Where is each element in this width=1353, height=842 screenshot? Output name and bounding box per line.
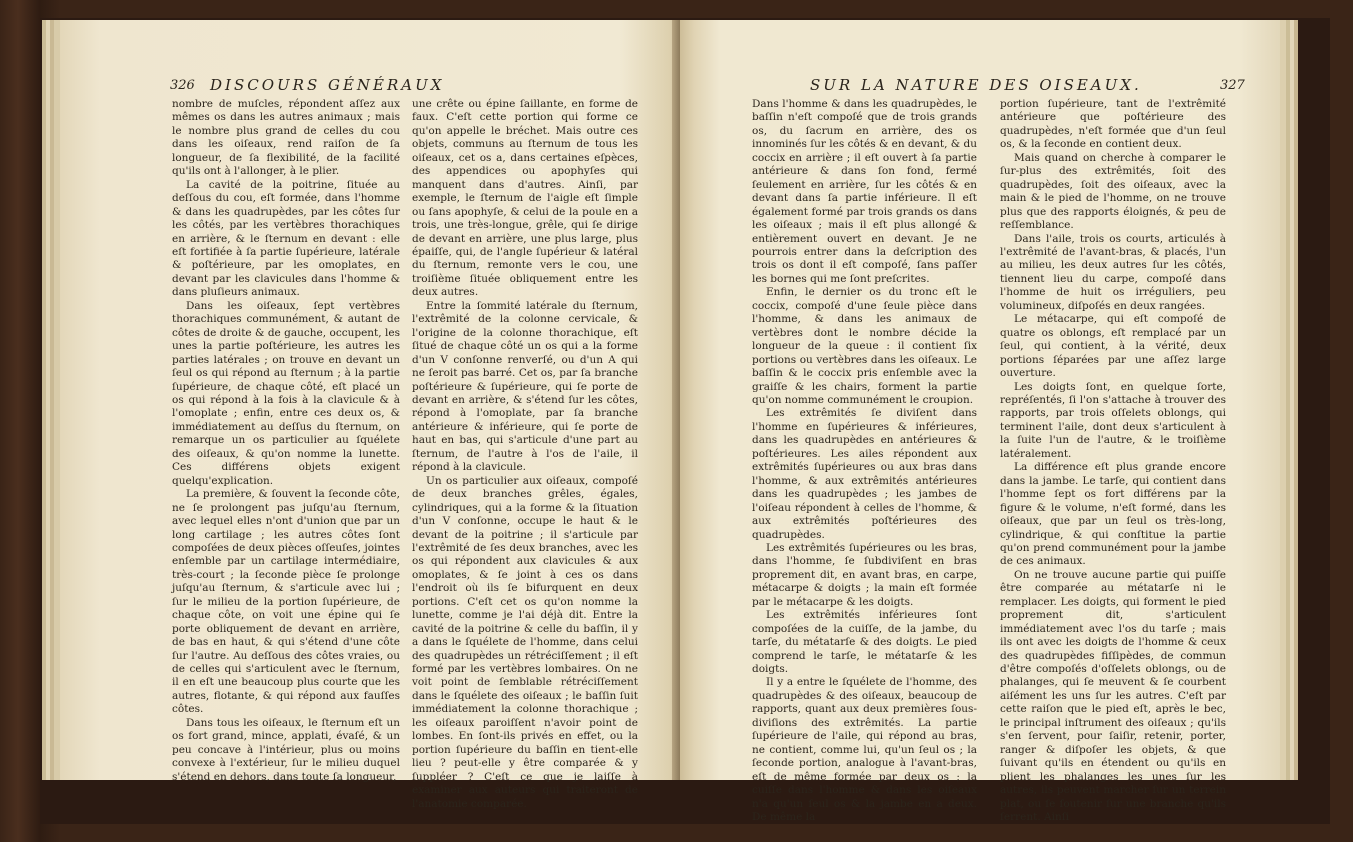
- right-page: [680, 20, 1280, 824]
- right-running-head: SUR LA NATURE DES OISEAUX.: [810, 76, 1142, 94]
- paragraph: Mais quand on cherche à comparer le ſur-plus des extrêmités, ſoit des quadrupèdes, ſoit des oiſeaux, avec la main & le pied de l'homme, on ne trouve plus que des rapports éloignés, & peu de reſſemblance.: [1000, 151, 1226, 232]
- paragraph: La différence eſt plus grande encore dans la jambe. Le tarſe, qui contient dans l'homme ſept os fort différens par la figure & le volume, n'eſt formé, dans les oiſeaux, que par un ſeul os très-long, cylindrique, & qui conſtitue la partie qu'on prend communément pour la jambe de ces animaux.: [1000, 461, 1226, 568]
- left-column-1: [172, 98, 400, 783]
- left-column-2: [412, 98, 638, 810]
- paragraph: Enfin, le dernier os du tronc eſt le coccix, compoſé d'une ſeule pièce dans l'homme, & dans les animaux de vertèbres dont le nombre décide la longueur de la queue : il contient ſix portions ou vertèbres dans les oiſeaux. Le baſſin & le coccix pris enſemble avec la graiſſe & les chairs, forment la partie qu'on nomme communément le croupion.: [752, 286, 977, 406]
- paragraph: La cavité de la poitrine, ſituée au deſſous du cou, eſt formée, dans l'homme & dans les quadrupèdes, par les côtes ſur les côtés, par les vertèbres thorachiques en arrière, & le ſternum en devant : elle eſt fortifiée à ſa partie ſupérieure, latérale & poſtérieure, par les omoplates, en devant par les clavicules dans l'homme & dans pluſieurs animaux.: [172, 178, 400, 299]
- paragraph: On ne trouve aucune partie qui puiſſe être comparée au métatarſe ni le remplacer. Les doigts, qui forment le pied proprement dit, s'articulent immédiatement avec l'os du tarſe ; mais ils ont avec les doigts de l'homme & ceux des quadrupèdes fiſſipèdes, de commun d'être compoſés d'oſſelets oblongs, ou de phalanges, qui ſe meuvent & ſe courbent aiſément les uns ſur les autres. C'eſt par cette raiſon que le pied eſt, après le bec, le principal inſtrument des oiſeaux ; qu'ils s'en ſervent, pour ſaiſir, retenir, porter, ranger & diſpoſer les objets, & que ſuivant qu'ils en étendent ou qu'ils en plient les phalanges les unes ſur les autres, ils peuvent marcher ſur un terrein plat, ou ſe ſoutenir ſur une branche qu'ils ſerrent. Ainſi: [1000, 568, 1226, 824]
- paragraph: Dans l'aile, trois os courts, articulés à l'extrêmité de l'avant-bras, & placés, l'un au milieu, les deux autres ſur les côtés, tiennent lieu du carpe, compoſé dans l'homme de huit os irréguliers, peu volumineux, diſpoſés en deux rangées.: [1000, 232, 1226, 312]
- paragraph: Le métacarpe, qui eſt compoſé de quatre os oblongs, eſt remplacé par un ſeul, qui contient, à la vérité, deux portions ſéparées par une aſſez large ouverture.: [1000, 313, 1226, 380]
- paragraph: Dans l'homme & dans les quadrupèdes, le baſſin n'eſt compoſé que de trois grands os, du ſacrum en arrière, des os innominés ſur les côtés & en devant, & du coccix en arrière ; il eſt ouvert à ſa partie antérieure & dans ſon fond, fermé ſeulement en arrière, ſur les côtés & en devant dans ſa partie inférieure. Il eſt également formé par trois grands os dans les oiſeaux ; mais il eſt plus allongé & entièrement ouvert en devant. Je ne pourrois entrer dans la deſcription des trois os dont il eſt compoſé, ſans paſſer les bornes qui me ſont preſcrites.: [752, 98, 977, 285]
- paragraph: Les extrêmités inférieures ſont compoſées de la cuiſſe, de la jambe, du tarſe, du métatarſe & des doigts. Le pied comprend le tarſe, le métatarſe & les doigts.: [752, 609, 977, 676]
- paragraph: Un os particulier aux oiſeaux, compoſé de deux branches grêles, égales, cylindriques, qui a la forme & la ſituation d'un V conſonne, occupe le haut & le devant de la poitrine ; il s'articule par l'extrêmité de ſes deux branches, avec les os qui répondent aux clavicules & aux omoplates, & ſe joint à ces os dans l'endroit où ils ſe bifurquent en deux portions. C'eſt cet os qu'on nomme la lunette, comme je l'ai déjà dit. Entre la cavité de la poitrine & celle du baſſin, il y a dans le ſquélete de l'homme, dans celui des quadrupèdes un rétréciſſement ; il eſt formé par les vertèbres lombaires. On ne voit point de ſemblable rétréciſſement dans le ſquélete des oiſeaux ; le baſſin ſuit immédiatement la colonne thorachique ; les oiſeaux paroiſſent n'avoir point de lombes. En ſont-ils privés en effet, ou la portion ſupérieure du baſſin en tient-elle lieu ? peut-elle y être comparée & y ſuppléer ? C'eſt ce que je laiſſe à examiner aux auteurs qui traiteront de l'anatomie comparée.: [412, 474, 638, 810]
- paragraph: une crête ou épine ſaillante, en forme de faux. C'eſt cette portion qui forme ce qu'on appelle le bréchet. Mais outre ces objets, communs au ſternum de tous les oiſeaux, cet os a, dans certaines eſpèces, des appendices ou apophyſes qui manquent dans d'autres. Ainſi, par exemple, le ſternum de l'aigle eſt ſimple ou ſans apophyſe, & celui de la poule en a trois, une très-longue, grêle, qui ſe dirige de devant en arrière, une plus large, plus épaiſſe, qui, de l'angle ſupérieur & latéral du ſternum, remonte vers le cou, une troiſième ſituée obliquement entre les deux autres.: [412, 98, 638, 299]
- right-page-number: 327: [1220, 78, 1245, 93]
- paragraph: Il y a entre le ſquélete de l'homme, des quadrupèdes & des oiſeaux, beaucoup de rapports, quant aux deux premières ſous-diviſions des extrêmités. La partie ſupérieure de l'aile, qui répond au bras, ne contient, comme lui, qu'un ſeul os ; la ſeconde portion, analogue à l'avant-bras, eſt de même formée par deux os ; la cuiſſe dans l'homme & dans les oiſeaux n'a qu'un ſeul os & la jambe en a deux. De même la: [752, 676, 977, 824]
- paragraph: Entre la ſommité latérale du ſternum, l'extrêmité de la colonne cervicale, & l'origine de la colonne thorachique, eſt ſitué de chaque côté un os qui a la forme d'un V conſonne renverſé, ou d'un A qui ne ſeroit pas barré. Cet os, par ſa branche poſtérieure & ſupérieure, qui ſe porte de devant en arrière, & s'étend ſur les côtes, répond à l'omoplate, par ſa branche antérieure & inférieure, qui ſe porte de haut en bas, qui s'articule d'une part au ſternum, de l'autre à l'os de l'aile, il répond à la clavicule.: [412, 299, 638, 474]
- paragraph: Les extrêmités ſupérieures ou les bras, dans l'homme, ſe ſubdiviſent en bras proprement dit, en avant bras, en carpe, métacarpe & doigts ; la main eſt formée par le métacarpe & les doigts.: [752, 541, 977, 608]
- right-column-1: [752, 98, 977, 824]
- paragraph: Les doigts ſont, en quelque ſorte, repréſentés, ſi l'on s'attache à trouver des rapports, par trois oſſelets oblongs, qui terminent l'aile, dont deux s'articulent à la ſuite l'un de l'autre, & le troiſième latéralement.: [1000, 380, 1226, 460]
- paragraph: portion ſupérieure, tant de l'extrêmité antérieure que poſtérieure des quadrupèdes, n'eſt formée que d'un ſeul os, & la ſeconde en contient deux.: [1000, 98, 1226, 151]
- left-running-head: DISCOURS GÉNÉRAUX: [210, 76, 445, 94]
- right-column-2: [1000, 98, 1226, 824]
- paragraph: Les extrêmités ſe diviſent dans l'homme en ſupérieures & inférieures, dans les quadrupèdes en antérieures & poſtérieures. Les ailes répondent aux extrêmités ſupérieures ou aux bras dans l'homme, & aux extrêmités antérieures dans les quadrupèdes ; les jambes de l'oiſeau répondent à celles de l'homme, & aux extrêmités poſtérieures des quadrupèdes.: [752, 407, 977, 541]
- paragraph: Dans les oiſeaux, ſept vertèbres thorachiques communément, & autant de côtes de droite & de gauche, occupent, les unes la partie poſtérieure, les autres les parties latérales ; on trouve en devant un ſeul os qui répond au ſternum ; à la partie ſupérieure, de chaque côté, eſt placé un os qui répond à la fois à la clavicule & à l'omoplate ; enfin, entre ces deux os, & immédiatement au deſſus du ſternum, on remarque un os particulier au ſquélete des oiſeaux, & qu'on nomme la lunette. Ces différens objets exigent quelqu'explication.: [172, 299, 400, 487]
- left-page: [60, 20, 680, 810]
- paragraph: nombre de muſcles, répondent aſſez aux mêmes os dans les autres animaux ; mais le nombre plus grand de celles du cou dans les oiſeaux, rend raiſon de ſa longueur, de ſa flexibilité, de la facilité qu'ils ont à l'allonger, à le plier.: [172, 98, 400, 178]
- left-page-number: 326: [170, 78, 195, 93]
- paragraph: Dans tous les oiſeaux, le ſternum eſt un os fort grand, mince, applati, évaſé, & un peu concave à l'intérieur, plus ou moins convexe à l'extérieur, ſur le milieu duquel s'étend en dehors, dans toute ſa longueur,: [172, 716, 400, 783]
- paragraph: La première, & ſouvent la ſeconde côte, ne ſe prolongent pas juſqu'au ſternum, avec lequel elles n'ont d'union que par un long cartilage ; les autres côtes ſont compoſées de deux pièces oſſeuſes, jointes enſemble par un cartilage intermédiaire, très-court ; la ſeconde pièce ſe prolonge juſqu'au ſternum, & s'articule avec lui ; ſur le milieu de la portion ſupérieure, de chaque côte, on voit une épine qui ſe porte obliquement de devant en arrière, de bas en haut, & qui s'étend d'une côte ſur l'autre. Au deſſous des côtes vraies, ou de celles qui s'articulent avec le ſternum, il en eſt une beaucoup plus courte que les autres, flotante, & qui répond aux fauſſes côtes.: [172, 488, 400, 716]
